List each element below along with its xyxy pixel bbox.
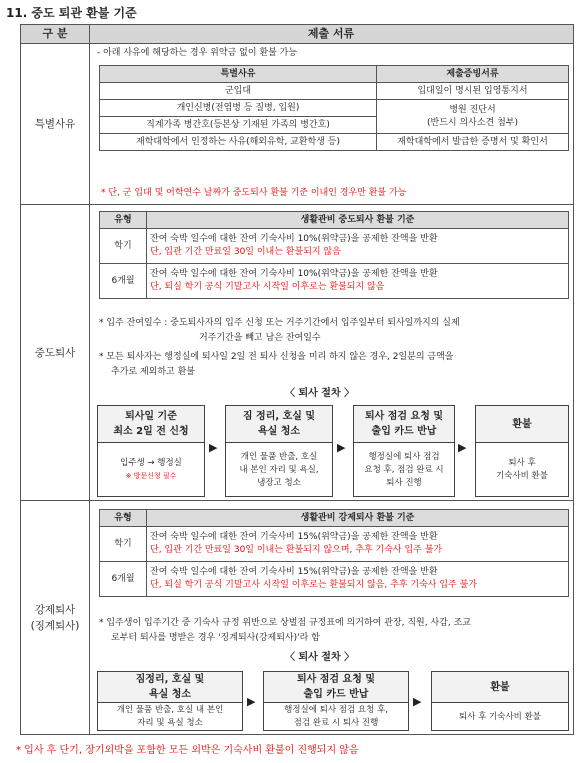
mid-proc-title: 〈 퇴사 절차 〉 — [285, 388, 355, 399]
mid-r1t: 학기 — [100, 229, 147, 264]
mid-step2 — [225, 405, 333, 497]
arrow-icon: ▶ — [458, 441, 467, 454]
special-r1b: 입대일이 명시된 입영통지서 — [377, 83, 569, 100]
mid-note1b: 거주기간을 빼고 남은 잔여일수 — [199, 333, 321, 343]
forced-row — [21, 501, 573, 735]
forced-s1b2: 자리 및 욕실 청소 — [137, 718, 203, 728]
special-r2b1: 병원 진단서 — [449, 104, 496, 115]
forced-note1b: 로부터 퇴사를 명받은 경우 '징계퇴사(강제퇴사)'라 함 — [111, 633, 320, 643]
forced-step2 — [263, 671, 409, 731]
special-r4b: 재학대학에서 발급한 증명서 및 확인서 — [377, 134, 569, 151]
mid-th2: 생활관비 중도퇴사 환불 기준 — [147, 212, 569, 229]
mid-r2t: 6개월 — [100, 264, 147, 299]
forced-s1t2: 욕실 청소 — [148, 689, 192, 700]
forced-r1t: 학기 — [100, 527, 147, 562]
special-r3a: 직계가족 병간호(등본상 기재된 가족의 병간호) — [100, 117, 377, 134]
special-th1: 특별사유 — [100, 66, 377, 83]
mid-th1: 유형 — [100, 212, 147, 229]
mid-r2a: 잔여 숙박 일수에 대한 잔여 기숙사비 10%(위약금)을 공제한 잔액을 반환 — [150, 269, 438, 279]
mid-s2b3: 냉장고 청소 — [257, 477, 301, 488]
arrow-icon: ▶ — [413, 695, 422, 708]
mid-r1b: 단, 입관 기간 만료일 30일 이내는 환불되지 않음 — [150, 247, 341, 257]
mid-label: 중도퇴사 — [21, 205, 90, 500]
forced-label1: 강제퇴사 — [34, 604, 76, 616]
mid-note2b: 추가로 제외하고 환불 — [111, 367, 195, 377]
forced-th1: 유형 — [100, 510, 147, 527]
forced-r1a: 잔여 숙박 일수에 대한 잔여 기숙사비 15%(위약금)을 공제한 잔액을 반환 — [150, 532, 438, 542]
forced-proc-title: 〈 퇴사 절차 〉 — [285, 652, 355, 663]
mid-s4t: 환불 — [512, 418, 532, 430]
special-r4a: 재학대학에서 인정하는 사유(해외유학, 교환학생 등) — [100, 134, 377, 151]
mid-s2b1: 개인 물품 반출, 호실 — [240, 451, 318, 462]
forced-r1b: 단, 입관 기간 만료일 30일 이내는 환불되지 않으며, 추후 기숙사 입주 불가 — [150, 545, 443, 555]
header-documents: 제출 서류 — [307, 27, 355, 40]
mid-row — [21, 205, 573, 501]
forced-r2b: 단, 퇴실 학기 공식 기말고사 시작일 이후로는 환불되지 않음, 추후 기숙사 입주 불가 — [150, 580, 477, 590]
mid-s1t2: 최소 2일 전 신청 — [113, 426, 189, 437]
forced-s2b2: 점검 완료 시 퇴사 진행 — [293, 718, 379, 728]
mid-table — [99, 211, 569, 299]
mid-s1b1: 입주생 → 행정실 — [120, 458, 182, 468]
mid-s2t1: 짐 정리, 호실 및 — [242, 411, 316, 422]
special-r2a: 개인신병(전염병 등 질병, 입원) — [100, 100, 377, 117]
mid-step4 — [475, 405, 569, 497]
forced-label2: (징계퇴사) — [30, 620, 80, 632]
special-note: * 단, 군 입대 및 어학연수 날짜가 중도퇴사 환불 기준 이내인 경우만 환불 가능 — [101, 188, 407, 198]
mid-r1a: 잔여 숙박 일수에 대한 잔여 기숙사비 10%(위약금)을 공제한 잔액을 반환 — [150, 234, 438, 244]
mid-s3b1: 행정실에 퇴사 점검 — [368, 451, 440, 462]
mid-s1b2: ※ 방문신청 필수 — [125, 472, 177, 480]
special-table — [99, 65, 569, 151]
special-label: 특별사유 — [21, 43, 90, 204]
refund-table — [20, 24, 574, 735]
mid-s1t1: 퇴사일 기준 — [125, 411, 177, 422]
mid-step1 — [97, 405, 205, 497]
special-intro: - 아래 사유에 해당하는 경우 위약금 없이 환불 가능 — [97, 48, 298, 58]
arrow-icon: ▶ — [337, 441, 346, 454]
forced-s3b: 퇴사 후 기숙사비 환불 — [458, 711, 541, 722]
page-title: 11. 중도 퇴관 환불 기준 — [6, 6, 137, 20]
forced-s3t: 환불 — [490, 681, 510, 693]
forced-s1b1: 개인 물품 반출, 호실 내 본인 — [116, 705, 224, 715]
mid-note1a: * 입주 잔여일수 : 중도퇴사자의 입주 신청 또는 거주기간에서 입주일부터 퇴사일까지의 실제 — [99, 318, 460, 328]
forced-r2a: 잔여 숙박 일수에 대한 잔여 기숙사비 15%(위약금)을 공제한 잔액을 반환 — [150, 567, 438, 577]
forced-s1t1: 짐정리, 호실 및 — [135, 674, 205, 685]
forced-label — [21, 501, 90, 735]
special-r1a: 군입대 — [100, 83, 377, 100]
special-th2: 제출증빙서류 — [377, 66, 569, 83]
arrow-icon: ▶ — [247, 695, 256, 708]
forced-th2: 생활관비 강제퇴사 환불 기준 — [147, 510, 569, 527]
mid-s2b2: 내 본인 자리 및 욕실, — [239, 464, 319, 475]
forced-s2t2: 출입 카드 반납 — [303, 689, 369, 700]
mid-s3b2: 요청 후, 점검 완료 시 — [364, 464, 444, 475]
mid-s3t1: 퇴사 점검 요청 및 — [364, 411, 444, 422]
header-category: 구 분 — [21, 25, 90, 43]
mid-s2t2: 욕실 청소 — [257, 426, 301, 437]
forced-r2t: 6개월 — [100, 562, 147, 597]
arrow-icon: ▶ — [209, 441, 218, 454]
mid-step3 — [353, 405, 455, 497]
special-r2b2: (반드시 의사소견 첨부) — [427, 117, 518, 128]
table-header — [21, 25, 573, 44]
forced-step1 — [97, 671, 243, 731]
mid-s4b2: 기숙사비 환불 — [496, 471, 548, 481]
mid-s4b1: 퇴사 후 — [508, 458, 536, 468]
mid-s3t2: 출입 카드 반납 — [371, 426, 437, 437]
forced-note1a: * 입주생이 입주기간 중 기숙사 규정 위반으로 상벌점 규정표에 의거하여 관장, 직원, 사감, 조교 — [99, 618, 471, 628]
footer-note: * 입사 후 단기, 장기외박을 포함한 모든 외박은 기숙사비 환불이 진행되지 않음 — [16, 745, 359, 756]
forced-s2b1: 행정실에 퇴사 점검 요청 후, — [284, 705, 388, 715]
mid-r2b: 단, 퇴실 학기 공식 기말고사 시작일 이후로는 환불되지 않음 — [150, 282, 385, 292]
forced-s2t1: 퇴사 점검 요청 및 — [296, 674, 376, 685]
special-row — [21, 43, 573, 205]
forced-step3 — [431, 671, 569, 731]
forced-table — [99, 509, 569, 597]
mid-s3b3: 퇴사 진행 — [386, 477, 422, 488]
mid-note2a: * 모든 퇴사자는 행정실에 퇴사일 2일 전 퇴사 신청을 미리 하지 않은 경우, 2일분의 금액을 — [99, 352, 454, 362]
